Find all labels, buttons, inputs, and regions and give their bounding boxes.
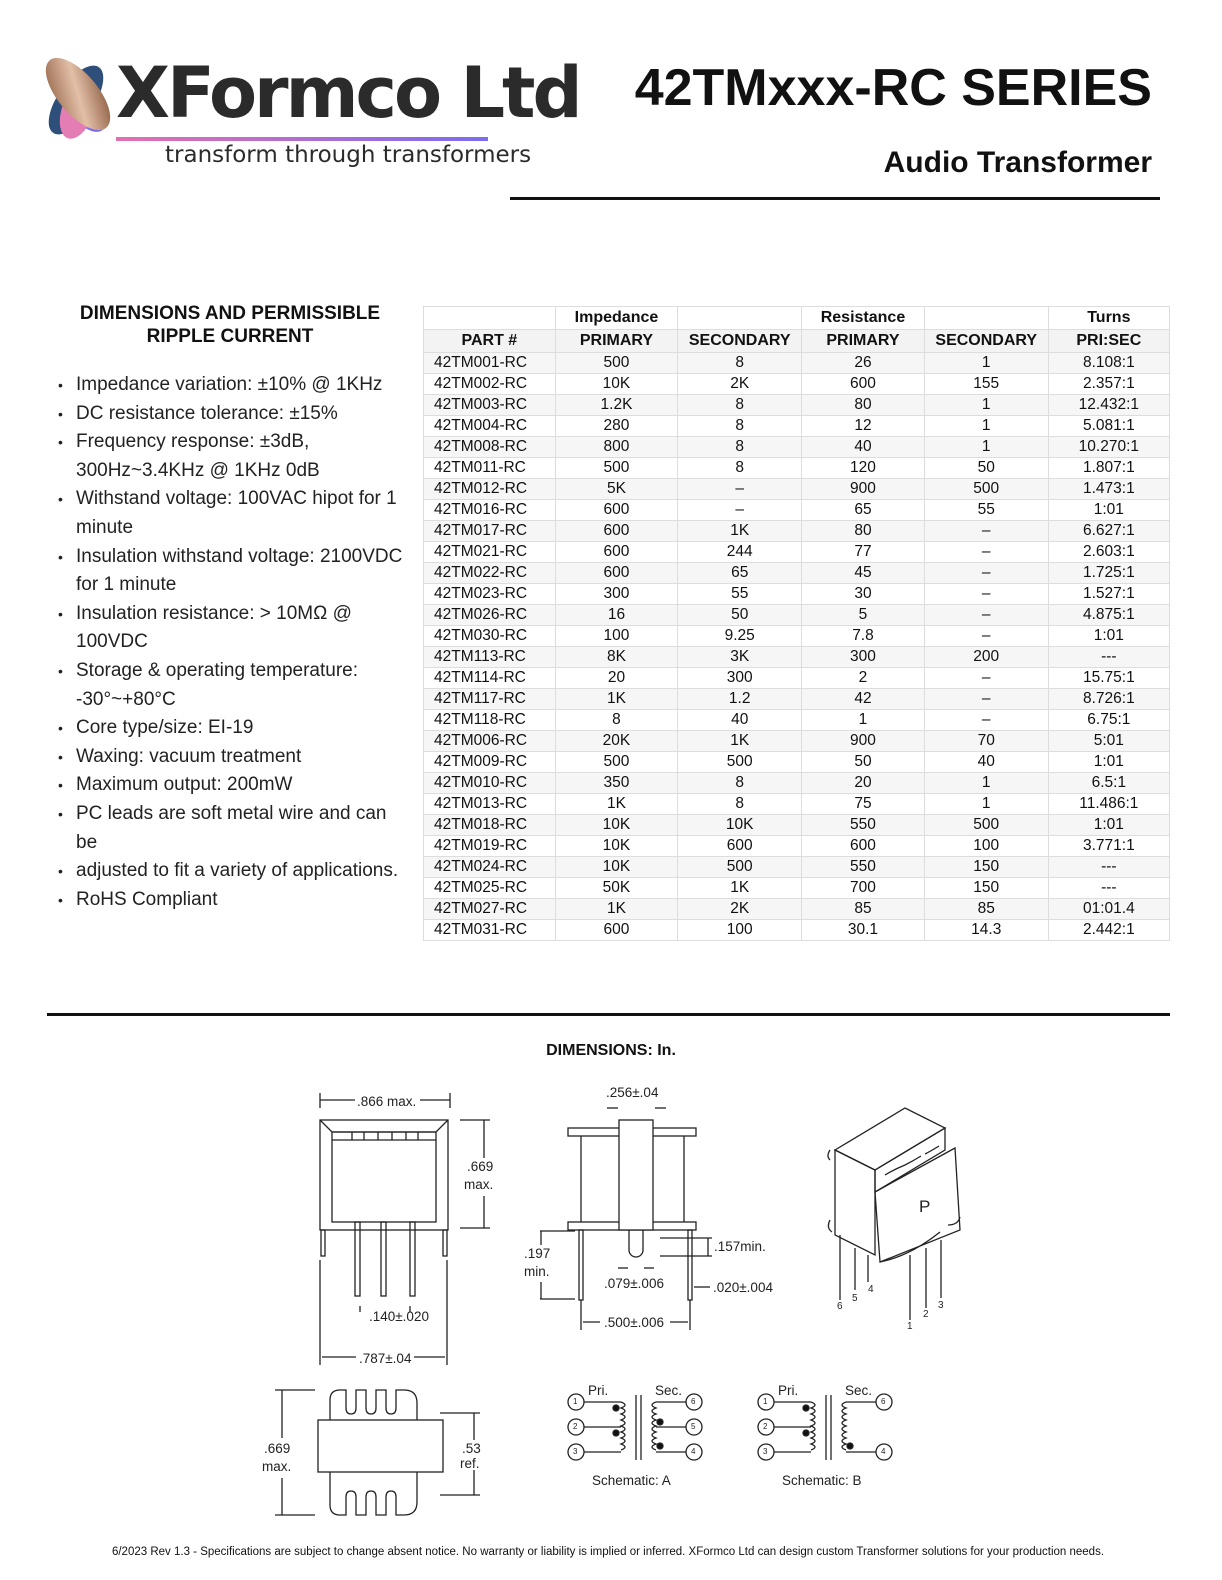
table-cell: 10K — [555, 857, 678, 878]
spec-item: • adjusted to fit a variety of applications. — [58, 857, 403, 886]
table-cell: 1K — [678, 878, 802, 899]
spec-item: • DC resistance tolerance: ±15% — [58, 400, 403, 429]
table-cell: 1 — [924, 437, 1048, 458]
spec-item: • Insulation withstand voltage: 2100VDC for 1 minute — [58, 543, 403, 600]
part-number-cell: 42TM009-RC — [424, 752, 556, 773]
spec-item: • Frequency response: ±3dB, 300Hz~3.4KHz @ 1KHz 0dB — [58, 428, 403, 485]
part-number-cell: 42TM018-RC — [424, 815, 556, 836]
column-group-header: Impedance — [555, 307, 678, 330]
column-header: PRIMARY — [802, 330, 925, 353]
schematic-b-pri-label: Pri. — [778, 1383, 799, 1398]
table-cell: 500 — [555, 752, 678, 773]
table-cell: – — [924, 668, 1048, 689]
dim-front-pin-span: .787±.04 — [359, 1351, 412, 1366]
table-cell: 50 — [802, 752, 925, 773]
table-cell: 900 — [802, 731, 925, 752]
table-cell: 150 — [924, 857, 1048, 878]
spec-item: • Maximum output: 200mW — [58, 771, 403, 800]
part-number-cell: 42TM004-RC — [424, 416, 556, 437]
table-cell: – — [678, 500, 802, 521]
dim-side-pin-diameter: .020±.004 — [713, 1280, 773, 1295]
part-number-cell: 42TM027-RC — [424, 899, 556, 920]
table-cell: 800 — [555, 437, 678, 458]
table-cell: 120 — [802, 458, 925, 479]
part-number-cell: 42TM117-RC — [424, 689, 556, 710]
isometric-view-drawing — [828, 1108, 960, 1320]
table-cell: 1:01 — [1048, 752, 1169, 773]
table-cell: 300 — [802, 647, 925, 668]
table-cell: 100 — [678, 920, 802, 941]
iso-pin-label: 4 — [868, 1284, 874, 1295]
dim-bottom-ref-note: ref. — [460, 1456, 480, 1471]
part-number-cell: 42TM006-RC — [424, 731, 556, 752]
dim-side-stub-diameter: .079±.006 — [604, 1276, 664, 1291]
table-cell: 8.726:1 — [1048, 689, 1169, 710]
table-cell: 80 — [802, 395, 925, 416]
schematic-pin-number: 2 — [763, 1422, 768, 1431]
table-cell: 85 — [802, 899, 925, 920]
table-cell: – — [924, 626, 1048, 647]
table-cell: 8 — [678, 458, 802, 479]
table-cell: --- — [1048, 857, 1169, 878]
table-cell: 1:01 — [1048, 815, 1169, 836]
table-cell: 150 — [924, 878, 1048, 899]
part-number-cell: 42TM010-RC — [424, 773, 556, 794]
table-cell: 30.1 — [802, 920, 925, 941]
part-number-cell: 42TM019-RC — [424, 836, 556, 857]
table-cell: 1.2K — [555, 395, 678, 416]
iso-pin-label: 6 — [837, 1301, 843, 1312]
schematic-pin-number: 2 — [573, 1422, 578, 1431]
part-number-cell: 42TM023-RC — [424, 584, 556, 605]
table-cell: 600 — [555, 521, 678, 542]
table-cell: – — [924, 710, 1048, 731]
iso-polarity-mark: P — [919, 1197, 931, 1216]
table-cell: 550 — [802, 815, 925, 836]
table-cell: 600 — [555, 563, 678, 584]
table-cell: 01:01.4 — [1048, 899, 1169, 920]
part-number-cell: 42TM118-RC — [424, 710, 556, 731]
table-cell: 85 — [924, 899, 1048, 920]
part-number-cell: 42TM021-RC — [424, 542, 556, 563]
schematic-pin-number: 3 — [763, 1447, 768, 1456]
dim-side-standoff: .197 — [524, 1246, 551, 1261]
schematic-a-caption: Schematic: A — [592, 1473, 671, 1488]
table-cell: 50K — [555, 878, 678, 899]
table-cell: 1K — [678, 731, 802, 752]
table-cell: 65 — [802, 500, 925, 521]
table-cell: 2 — [802, 668, 925, 689]
column-header: SECONDARY — [678, 330, 802, 353]
schematic-b-drawing — [758, 1394, 892, 1460]
schematic-pin-number: 3 — [573, 1447, 578, 1456]
table-cell: 600 — [678, 836, 802, 857]
table-cell: 1.527:1 — [1048, 584, 1169, 605]
schematic-a-drawing — [568, 1394, 702, 1460]
table-cell: 1.2 — [678, 689, 802, 710]
table-cell: 280 — [555, 416, 678, 437]
table-cell: 2.603:1 — [1048, 542, 1169, 563]
table-cell: 100 — [924, 836, 1048, 857]
table-cell: 8 — [678, 395, 802, 416]
part-number-cell: 42TM003-RC — [424, 395, 556, 416]
part-number-cell: 42TM013-RC — [424, 794, 556, 815]
part-number-cell: 42TM022-RC — [424, 563, 556, 584]
table-cell: 1 — [924, 773, 1048, 794]
table-cell: 500 — [555, 353, 678, 374]
table-cell: 8 — [678, 416, 802, 437]
schematic-pin-number: 6 — [881, 1397, 886, 1406]
table-cell: 1.473:1 — [1048, 479, 1169, 500]
column-group-header: Resistance — [802, 307, 925, 330]
table-cell: 20 — [802, 773, 925, 794]
column-group-header: Turns — [1048, 307, 1169, 330]
table-cell: 600 — [555, 542, 678, 563]
table-cell: 1 — [802, 710, 925, 731]
table-cell: 12 — [802, 416, 925, 437]
table-cell: 80 — [802, 521, 925, 542]
table-cell: 600 — [555, 920, 678, 941]
spec-item: • PC leads are soft metal wire and can be — [58, 800, 403, 857]
part-number-cell: 42TM002-RC — [424, 374, 556, 395]
schematic-pin-number: 4 — [691, 1447, 696, 1456]
table-cell: 2K — [678, 899, 802, 920]
dim-side-stub-length: .157min. — [714, 1239, 766, 1254]
table-cell: 600 — [802, 374, 925, 395]
table-cell: 550 — [802, 857, 925, 878]
spec-item: • Core type/size: EI-19 — [58, 714, 403, 743]
table-cell: – — [924, 521, 1048, 542]
spec-item: • Storage & operating temperature: -30°~+80°C — [58, 657, 403, 714]
table-cell: 6.5:1 — [1048, 773, 1169, 794]
part-number-cell: 42TM012-RC — [424, 479, 556, 500]
column-header: PART # — [424, 330, 556, 353]
table-cell: 700 — [802, 878, 925, 899]
table-cell: 12.432:1 — [1048, 395, 1169, 416]
schematic-pin-number: 5 — [691, 1422, 696, 1431]
table-cell: 8 — [555, 710, 678, 731]
table-cell: 500 — [555, 458, 678, 479]
table-cell: 50 — [678, 605, 802, 626]
table-cell: – — [678, 479, 802, 500]
table-cell: 5 — [802, 605, 925, 626]
table-cell: 42 — [802, 689, 925, 710]
table-cell: 7.8 — [802, 626, 925, 647]
table-cell: 50 — [924, 458, 1048, 479]
table-cell: 1.807:1 — [1048, 458, 1169, 479]
table-cell: 8 — [678, 353, 802, 374]
iso-pin-label: 5 — [852, 1293, 858, 1304]
table-cell: 8 — [678, 437, 802, 458]
table-cell: 500 — [678, 857, 802, 878]
part-number-cell: 42TM001-RC — [424, 353, 556, 374]
table-cell: 15.75:1 — [1048, 668, 1169, 689]
page-title: 42TMxxx-RC SERIES — [634, 59, 1152, 117]
part-number-cell: 42TM031-RC — [424, 920, 556, 941]
table-cell: 1 — [924, 794, 1048, 815]
table-cell: – — [924, 605, 1048, 626]
dim-bottom-height: .669 — [264, 1441, 291, 1456]
schematic-a-sec-label: Sec. — [655, 1383, 683, 1398]
table-cell: – — [924, 584, 1048, 605]
schematic-pin-number: 6 — [691, 1397, 696, 1406]
table-cell: 4.875:1 — [1048, 605, 1169, 626]
spec-item: • Impedance variation: ±10% @ 1KHz — [58, 371, 403, 400]
table-cell: 500 — [678, 752, 802, 773]
table-cell: 1K — [555, 899, 678, 920]
table-cell: – — [924, 563, 1048, 584]
table-cell: 1 — [924, 416, 1048, 437]
table-cell: 3K — [678, 647, 802, 668]
table-cell: 244 — [678, 542, 802, 563]
schematic-pin-number: 1 — [763, 1397, 768, 1406]
iso-pin-label: 1 — [907, 1321, 913, 1332]
part-number-cell: 42TM030-RC — [424, 626, 556, 647]
table-cell: 55 — [924, 500, 1048, 521]
dim-bottom-ref: .53 — [462, 1441, 481, 1456]
part-number-cell: 42TM011-RC — [424, 458, 556, 479]
page-subtitle: Audio Transformer — [883, 146, 1152, 179]
table-cell: 55 — [678, 584, 802, 605]
footer-disclaimer: 6/2023 Rev 1.3 - Specifications are subject to change absent notice. No warranty or liability is implied or inferred. XFormco Ltd can design custom Transformer solutions for your production needs. — [111, 1546, 1105, 1558]
table-cell: 2K — [678, 374, 802, 395]
table-cell: 8 — [678, 794, 802, 815]
dimensions-title: DIMENSIONS: In. — [546, 1042, 676, 1059]
table-cell: 500 — [924, 815, 1048, 836]
table-cell: 6.75:1 — [1048, 710, 1169, 731]
table-cell: 9.25 — [678, 626, 802, 647]
table-cell: 1K — [678, 521, 802, 542]
specs-heading: DIMENSIONS AND PERMISSIBLE RIPPLE CURRENT — [79, 303, 381, 347]
spec-item: • RoHS Compliant — [58, 886, 403, 915]
table-cell: 2.442:1 — [1048, 920, 1169, 941]
table-cell: 5.081:1 — [1048, 416, 1169, 437]
dim-front-height-note: max. — [464, 1177, 494, 1192]
table-cell: 26 — [802, 353, 925, 374]
table-cell: 2.357:1 — [1048, 374, 1169, 395]
spec-item: • Insulation resistance: > 10MΩ @ 100VDC — [58, 600, 403, 657]
table-cell: 8K — [555, 647, 678, 668]
dim-bottom-height-note: max. — [262, 1459, 292, 1474]
table-cell: 10K — [555, 815, 678, 836]
table-cell: 3.771:1 — [1048, 836, 1169, 857]
table-cell: 1:01 — [1048, 500, 1169, 521]
column-header: SECONDARY — [924, 330, 1048, 353]
table-cell: 1 — [924, 395, 1048, 416]
column-header: PRI:SEC — [1048, 330, 1169, 353]
table-cell: 16 — [555, 605, 678, 626]
table-cell: 1:01 — [1048, 626, 1169, 647]
table-cell: 8.108:1 — [1048, 353, 1169, 374]
table-cell: – — [924, 542, 1048, 563]
table-cell: 40 — [678, 710, 802, 731]
table-cell: 10K — [678, 815, 802, 836]
schematic-b-sec-label: Sec. — [845, 1383, 873, 1398]
table-cell: 5:01 — [1048, 731, 1169, 752]
schematic-a-pri-label: Pri. — [588, 1383, 609, 1398]
table-cell: --- — [1048, 647, 1169, 668]
spec-item: • Withstand voltage: 100VAC hipot for 1 minute — [58, 485, 403, 542]
table-cell: 1 — [924, 353, 1048, 374]
table-cell: 600 — [802, 836, 925, 857]
table-cell: 200 — [924, 647, 1048, 668]
schematic-b-caption: Schematic: B — [782, 1473, 862, 1488]
part-number-cell: 42TM017-RC — [424, 521, 556, 542]
table-cell: 6.627:1 — [1048, 521, 1169, 542]
table-cell: 70 — [924, 731, 1048, 752]
part-number-cell: 42TM025-RC — [424, 878, 556, 899]
dim-side-pin-span: .500±.006 — [604, 1315, 664, 1330]
spec-item: • Waxing: vacuum treatment — [58, 743, 403, 772]
part-number-cell: 42TM016-RC — [424, 500, 556, 521]
table-cell: 20K — [555, 731, 678, 752]
table-cell: 40 — [924, 752, 1048, 773]
table-cell: 300 — [555, 584, 678, 605]
table-cell: 10K — [555, 836, 678, 857]
table-cell: 500 — [924, 479, 1048, 500]
table-cell: 1K — [555, 794, 678, 815]
part-number-cell: 42TM026-RC — [424, 605, 556, 626]
table-cell: 5K — [555, 479, 678, 500]
logo-wordmark: XFormco Ltd — [116, 52, 580, 134]
iso-pin-label: 2 — [923, 1309, 929, 1320]
table-cell: 155 — [924, 374, 1048, 395]
table-cell: 75 — [802, 794, 925, 815]
dim-side-core-width: .256±.04 — [606, 1085, 659, 1100]
table-cell: 65 — [678, 563, 802, 584]
table-cell: 30 — [802, 584, 925, 605]
table-cell: – — [924, 689, 1048, 710]
table-cell: 300 — [678, 668, 802, 689]
column-header: PRIMARY — [555, 330, 678, 353]
table-cell: 45 — [802, 563, 925, 584]
table-cell: 600 — [555, 500, 678, 521]
part-number-cell: 42TM114-RC — [424, 668, 556, 689]
table-cell: 11.486:1 — [1048, 794, 1169, 815]
dim-front-pin-pitch: .140±.020 — [369, 1309, 429, 1324]
table-cell: 350 — [555, 773, 678, 794]
dim-side-standoff-note: min. — [524, 1264, 550, 1279]
schematic-pin-number: 4 — [881, 1447, 886, 1456]
table-cell: 10.270:1 — [1048, 437, 1169, 458]
iso-pin-label: 3 — [938, 1300, 944, 1311]
dim-front-height: .669 — [467, 1159, 494, 1174]
logo-tagline: transform through transformers — [165, 142, 532, 168]
schematic-pin-number: 1 — [573, 1397, 578, 1406]
part-number-cell: 42TM008-RC — [424, 437, 556, 458]
table-cell: 10K — [555, 374, 678, 395]
dim-front-width: .866 max. — [357, 1094, 417, 1109]
table-cell: --- — [1048, 878, 1169, 899]
bottom-view-drawing — [275, 1390, 480, 1515]
table-cell: 100 — [555, 626, 678, 647]
table-cell: 8 — [678, 773, 802, 794]
table-cell: 77 — [802, 542, 925, 563]
table-cell: 1K — [555, 689, 678, 710]
table-cell: 20 — [555, 668, 678, 689]
table-cell: 40 — [802, 437, 925, 458]
table-cell: 14.3 — [924, 920, 1048, 941]
table-cell: 900 — [802, 479, 925, 500]
side-view-drawing — [540, 1108, 712, 1330]
part-number-cell: 42TM024-RC — [424, 857, 556, 878]
table-cell: 1.725:1 — [1048, 563, 1169, 584]
part-number-cell: 42TM113-RC — [424, 647, 556, 668]
